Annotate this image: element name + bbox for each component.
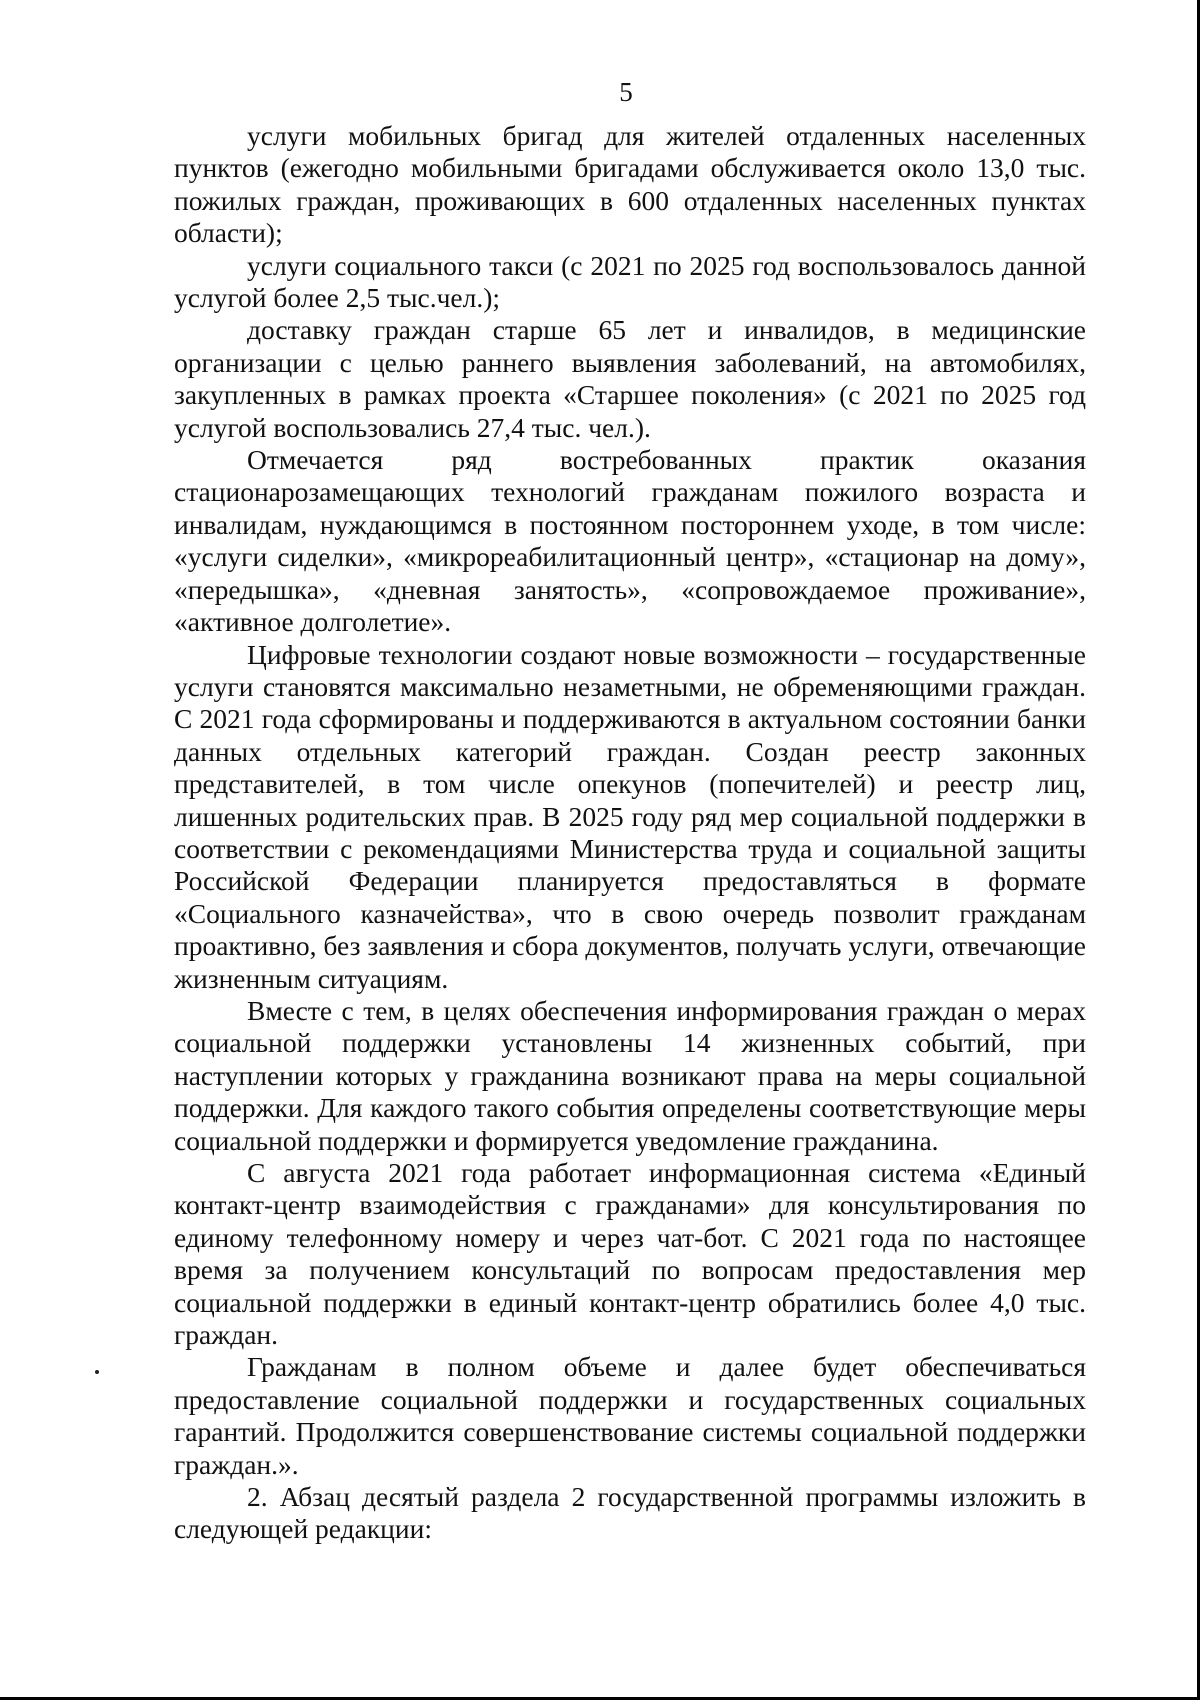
paragraph-inpatient-practices: Отмечается ряд востребованных практик оказания стационарозамещающих технологий гражданам пожилого возраста и инвалидам, нуждающимся в постоянном постороннем уходе, в том числе: «услуги сиделки», «микрореабилитационный центр», «стационар на дому», «передышка», «дневная занятость», «сопровождаемое проживание», «активное долголетие». (174, 444, 1086, 638)
scan-speck (95, 1370, 99, 1374)
paragraph-social-guarantees: Гражданам в полном объеме и далее будет обеспечиваться предоставление социальной поддержки и государственных социальных гарантий. Продолжится совершенствование системы социальной поддержки граждан.». (174, 1351, 1086, 1480)
paragraph-social-taxi: услуги социального такси (с 2021 по 2025 год воспользовалось данной услугой более 2,5 тыс.чел.); (174, 249, 1086, 314)
page-number: 5 (619, 77, 633, 107)
paragraph-mobile-brigades: услуги мобильных бригад для жителей отдаленных населенных пунктов (ежегодно мобильными бригадами обслуживается около 13,0 тыс. пожилых граждан, проживающих в 600 отдаленных населенных пунктах области); (174, 120, 1086, 249)
paragraph-life-events: Вместе с тем, в целях обеспечения информирования граждан о мерах социальной поддержки установлены 14 жизненных событий, при наступлении которых у гражданина возникают права на меры социальной поддержки. Для каждого такого события определены соответствующие меры социальной поддержки и формируется уведомление гражданина. (174, 994, 1086, 1156)
paragraph-digital-technologies: Цифровые технологии создают новые возможности – государственные услуги становятся максимально незаметными, не обременяющими граждан. С 2021 года сформированы и поддерживаются в актуальном состоянии банки данных отдельных категорий граждан. Создан реестр законных представителей, в том числе опекунов (попечителей) и реестр лиц, лишенных родительских прав. В 2025 году ряд мер социальной поддержки в соответствии с рекомендациями Министерства труда и социальной защиты Российской Федерации планируется предоставляться в формате «Социального казначейства», что в свою очередь позволит гражданам проактивно, без заявления и сбора документов, получать услуги, отвечающие жизненным ситуациям. (174, 638, 1086, 994)
document-body (174, 120, 1086, 1546)
paragraph-amendment: 2. Абзац десятый раздела 2 государственной программы изложить в следующей редакции: (174, 1481, 1086, 1545)
paragraph-medical-delivery: доставку граждан старше 65 лет и инвалидов, в медицинские организации с целью раннего выявления заболеваний, на автомобилях, закупленных в рамках проекта «Старшее поколения» (с 2021 по 2025 год услугой воспользовались 27,4 тыс. чел.). (174, 314, 1086, 443)
paragraph-contact-center: С августа 2021 года работает информационная система «Единый контакт-центр взаимодействия с гражданами» для консультирования по единому телефонному номеру и через чат-бот. С 2021 года по настоящее время за получением консультаций по вопросам предоставления мер социальной поддержки в единый контакт-центр обратились более 4,0 тыс. граждан. (174, 1157, 1086, 1351)
